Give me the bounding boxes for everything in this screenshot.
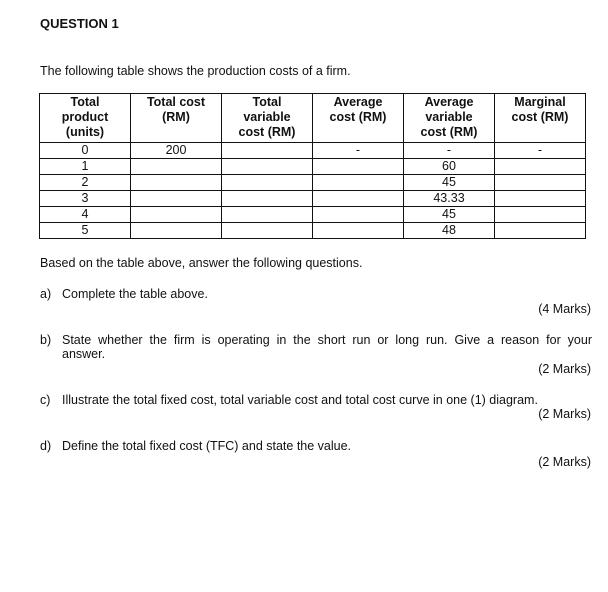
question-b-label: b): [40, 333, 52, 347]
cell-marginal-cost: [495, 223, 586, 239]
header-line: cost (RM): [511, 110, 569, 124]
question-title: QUESTION 1: [40, 16, 119, 31]
header-line: cost (RM): [329, 110, 387, 124]
question-a-marks: (4 Marks): [538, 302, 591, 316]
intro-text: The following table shows the production costs of a firm.: [40, 64, 351, 78]
cell-total-product: 2: [40, 175, 131, 191]
table-header-row: [40, 94, 586, 143]
cell-total-cost: [131, 207, 222, 223]
table-row: [40, 191, 586, 207]
header-line: variable: [425, 110, 473, 124]
cell-average-variable-cost: 45: [404, 207, 495, 223]
question-d-text: Define the total fixed cost (TFC) and state the value.: [62, 439, 352, 453]
header-line: cost (RM): [420, 125, 478, 139]
cell-total-product: 0: [40, 143, 131, 159]
cell-total-product: 5: [40, 223, 131, 239]
cell-total-variable-cost: [222, 207, 313, 223]
cell-total-variable-cost: [222, 223, 313, 239]
cell-marginal-cost: [495, 175, 586, 191]
header-total-variable-cost: [222, 94, 313, 143]
cell-total-cost: [131, 159, 222, 175]
question-b-text-continued: answer.: [62, 347, 106, 361]
table-row: [40, 223, 586, 239]
header-line: (units): [65, 125, 105, 139]
header-line: (RM): [162, 110, 190, 124]
header-average-variable-cost: [404, 94, 495, 143]
cell-total-product: 1: [40, 159, 131, 175]
cell-total-variable-cost: [222, 175, 313, 191]
table-row: [40, 175, 586, 191]
cell-marginal-cost: [495, 207, 586, 223]
header-line: Average: [424, 95, 474, 109]
instruction-text: Based on the table above, answer the following questions.: [40, 256, 363, 270]
cell-average-cost: [313, 207, 404, 223]
question-b-text: State whether the firm is operating in the short run or long run. Give a reason for your: [62, 333, 592, 347]
question-c-text: Illustrate the total fixed cost, total variable cost and total cost curve in one (1) diagram.: [62, 393, 538, 407]
cell-marginal-cost: [495, 191, 586, 207]
header-line: Total: [252, 95, 282, 109]
header-marginal-cost: [495, 94, 586, 143]
cell-average-cost: [313, 223, 404, 239]
header-total-cost: [131, 94, 222, 143]
cell-average-variable-cost: -: [404, 143, 495, 159]
table-row: [40, 207, 586, 223]
header-average-cost: [313, 94, 404, 143]
cell-total-product: 3: [40, 191, 131, 207]
cell-average-cost: [313, 159, 404, 175]
header-line: Marginal: [514, 95, 566, 109]
header-total-product: [40, 94, 131, 143]
cell-average-variable-cost: 60: [404, 159, 495, 175]
header-line: cost (RM): [238, 125, 296, 139]
cell-total-variable-cost: [222, 143, 313, 159]
cell-average-cost: -: [313, 143, 404, 159]
cell-marginal-cost: [495, 159, 586, 175]
question-c-marks: (2 Marks): [538, 407, 591, 421]
header-line: product: [61, 110, 109, 124]
table-row: [40, 143, 586, 159]
cell-average-variable-cost: 45: [404, 175, 495, 191]
cell-average-variable-cost: 48: [404, 223, 495, 239]
cell-total-cost: [131, 191, 222, 207]
cell-average-variable-cost: 43.33: [404, 191, 495, 207]
header-line: Total: [70, 95, 100, 109]
cell-total-product: 4: [40, 207, 131, 223]
question-a-text: Complete the table above.: [62, 287, 208, 301]
header-line: Average: [333, 95, 383, 109]
production-cost-table: [39, 93, 586, 239]
table-row: [40, 159, 586, 175]
cell-average-cost: [313, 175, 404, 191]
header-line: Total cost: [146, 95, 206, 109]
cell-total-variable-cost: [222, 191, 313, 207]
question-d-label: d): [40, 439, 52, 453]
cell-marginal-cost: -: [495, 143, 586, 159]
header-line: variable: [243, 110, 291, 124]
cell-total-variable-cost: [222, 159, 313, 175]
question-a-label: a): [40, 287, 52, 301]
cell-total-cost: [131, 223, 222, 239]
question-d-marks: (2 Marks): [538, 455, 591, 469]
cell-total-cost: [131, 175, 222, 191]
question-b-marks: (2 Marks): [538, 362, 591, 376]
cell-total-cost: 200: [131, 143, 222, 159]
question-c-label: c): [40, 393, 51, 407]
cell-average-cost: [313, 191, 404, 207]
